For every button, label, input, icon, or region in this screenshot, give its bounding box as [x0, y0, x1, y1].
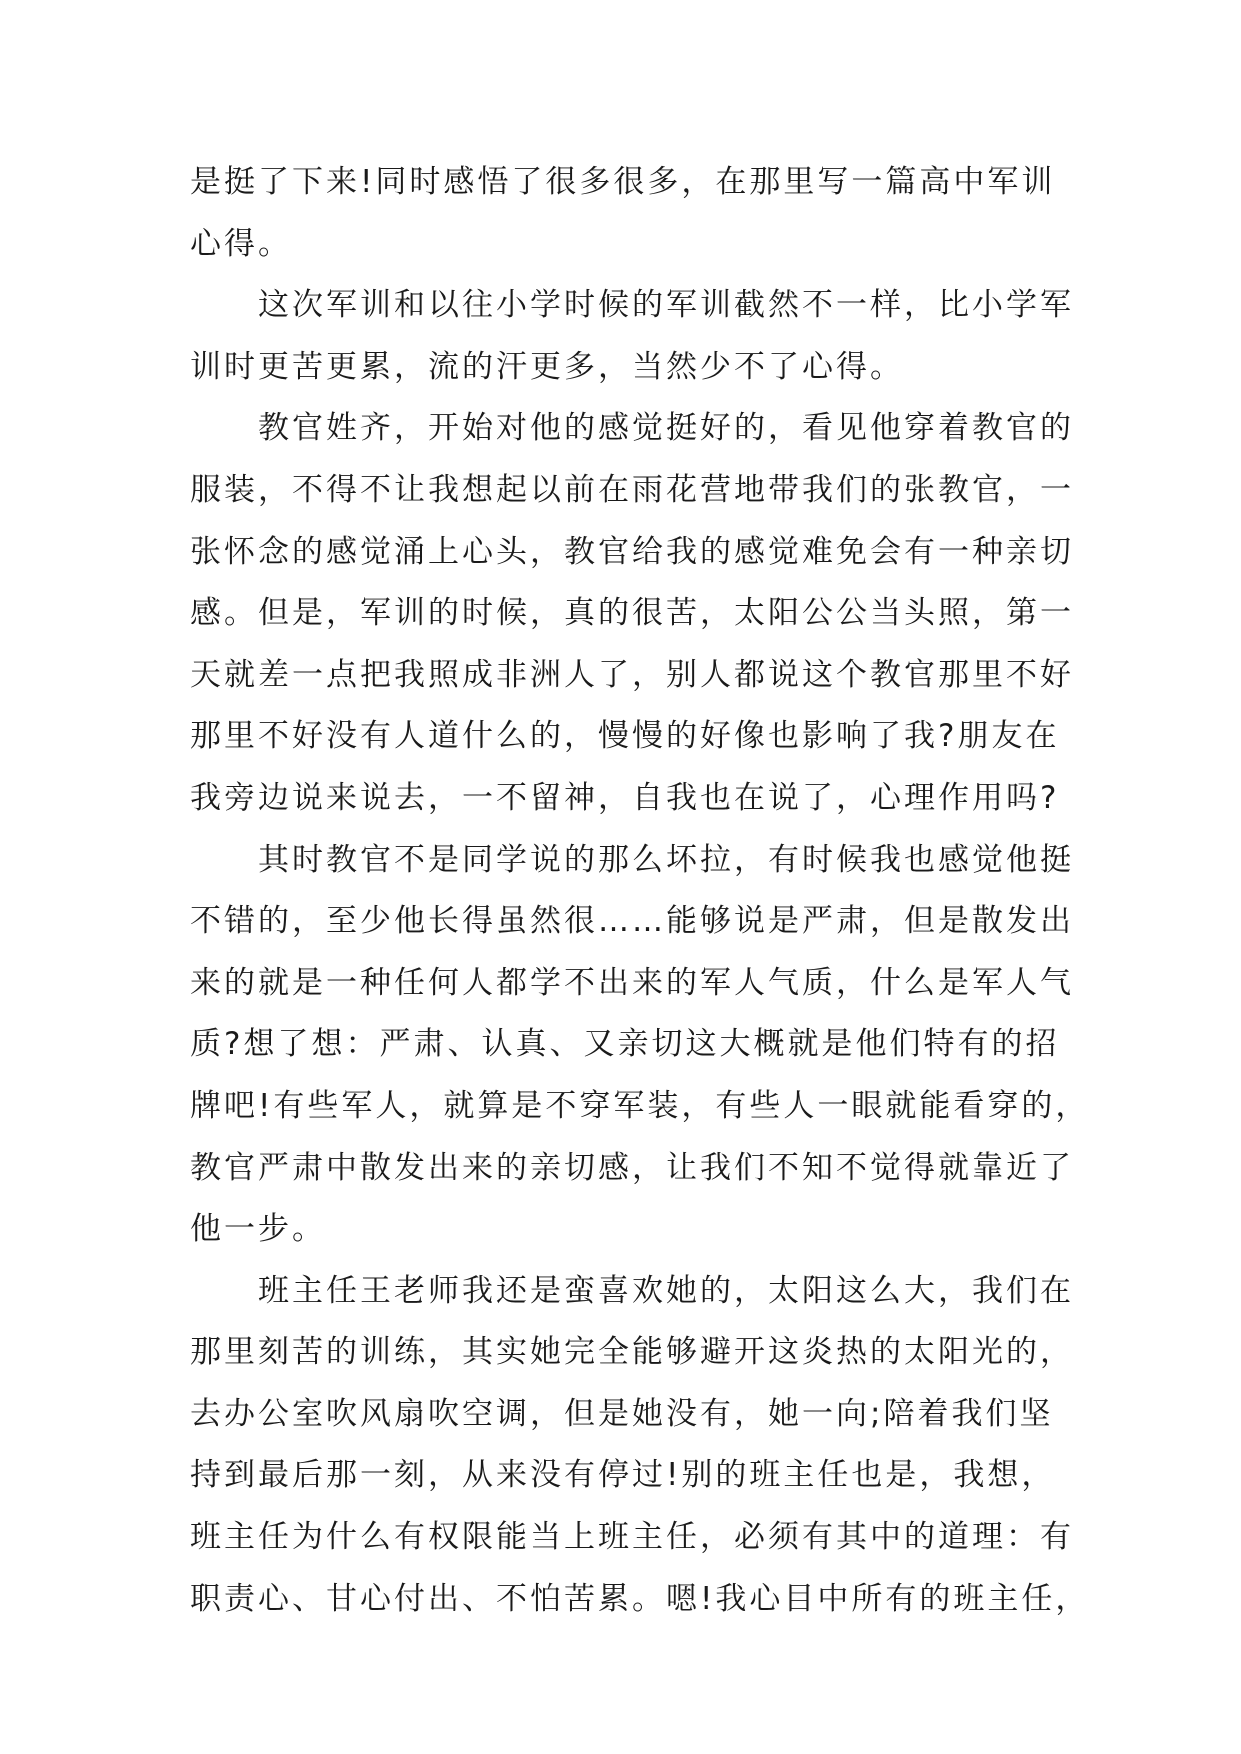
- text-line: 教官严肃中散发出来的亲切感，让我们不知不觉得就靠近了: [190, 1149, 1074, 1186]
- text-line: 天就差一点把我照成非洲人了，别人都说这个教官那里不好: [190, 656, 1074, 693]
- text-line: 心得。: [190, 225, 292, 262]
- paragraph-1: [190, 152, 1056, 275]
- text-line: 我旁边说来说去，一不留神，自我也在说了，心理作用吗?: [190, 779, 1060, 816]
- text-line: 不错的，至少他长得虽然很……能够说是严肃，但是散发出: [190, 903, 1074, 940]
- text-line: 班主任王老师我还是蛮喜欢她的，太阳这么大，我们在: [258, 1272, 1074, 1309]
- text-line: 质?想了想：严肃、认真、又亲切这大概就是他们特有的招: [190, 1026, 1060, 1063]
- text-line: 那里不好没有人道什么的，慢慢的好像也影响了我?朋友在: [190, 718, 1060, 755]
- document-body: [190, 152, 1090, 1630]
- text-line: 感。但是，军训的时候，真的很苦，太阳公公当头照，第一: [190, 595, 1074, 632]
- text-line: 这次军训和以往小学时候的军训截然不一样，比小学军: [258, 287, 1074, 324]
- paragraph-3: [190, 398, 1074, 829]
- text-line: 去办公室吹风扇吹空调，但是她没有，她一向;陪着我们坚: [190, 1395, 1054, 1432]
- text-line: 张怀念的感觉涌上心头，教官给我的感觉难免会有一种亲切: [190, 533, 1074, 570]
- text-line: 牌吧!有些军人，就算是不穿军装，有些人一眼就能看穿的，: [190, 1087, 1090, 1124]
- text-line: 那里刻苦的训练，其实她完全能够避开这炎热的太阳光的，: [190, 1334, 1074, 1371]
- text-line: 来的就是一种任何人都学不出来的军人气质，什么是军人气: [190, 964, 1074, 1001]
- text-line: 服装，不得不让我想起以前在雨花营地带我们的张教官，一: [190, 471, 1074, 508]
- paragraph-2: [190, 275, 1074, 398]
- text-line: 教官姓齐，开始对他的感觉挺好的，看见他穿着教官的: [258, 410, 1074, 447]
- paragraph-5: [190, 1261, 1090, 1631]
- text-line: 班主任为什么有权限能当上班主任，必须有其中的道理：有: [190, 1519, 1074, 1556]
- text-line: 持到最后那一刻，从来没有停过!别的班主任也是，我想，: [190, 1457, 1056, 1494]
- text-line: 训时更苦更累，流的汗更多，当然少不了心得。: [190, 348, 904, 385]
- text-line: 是挺了下来!同时感悟了很多很多，在那里写一篇高中军训: [190, 164, 1056, 200]
- paragraph-4: [190, 830, 1090, 1261]
- text-line: 其时教官不是同学说的那么坏拉，有时候我也感觉他挺: [258, 841, 1074, 878]
- text-line: 他一步。: [190, 1211, 326, 1248]
- text-line: 职责心、甘心付出、不怕苦累。嗯!我心目中所有的班主任，: [190, 1580, 1090, 1617]
